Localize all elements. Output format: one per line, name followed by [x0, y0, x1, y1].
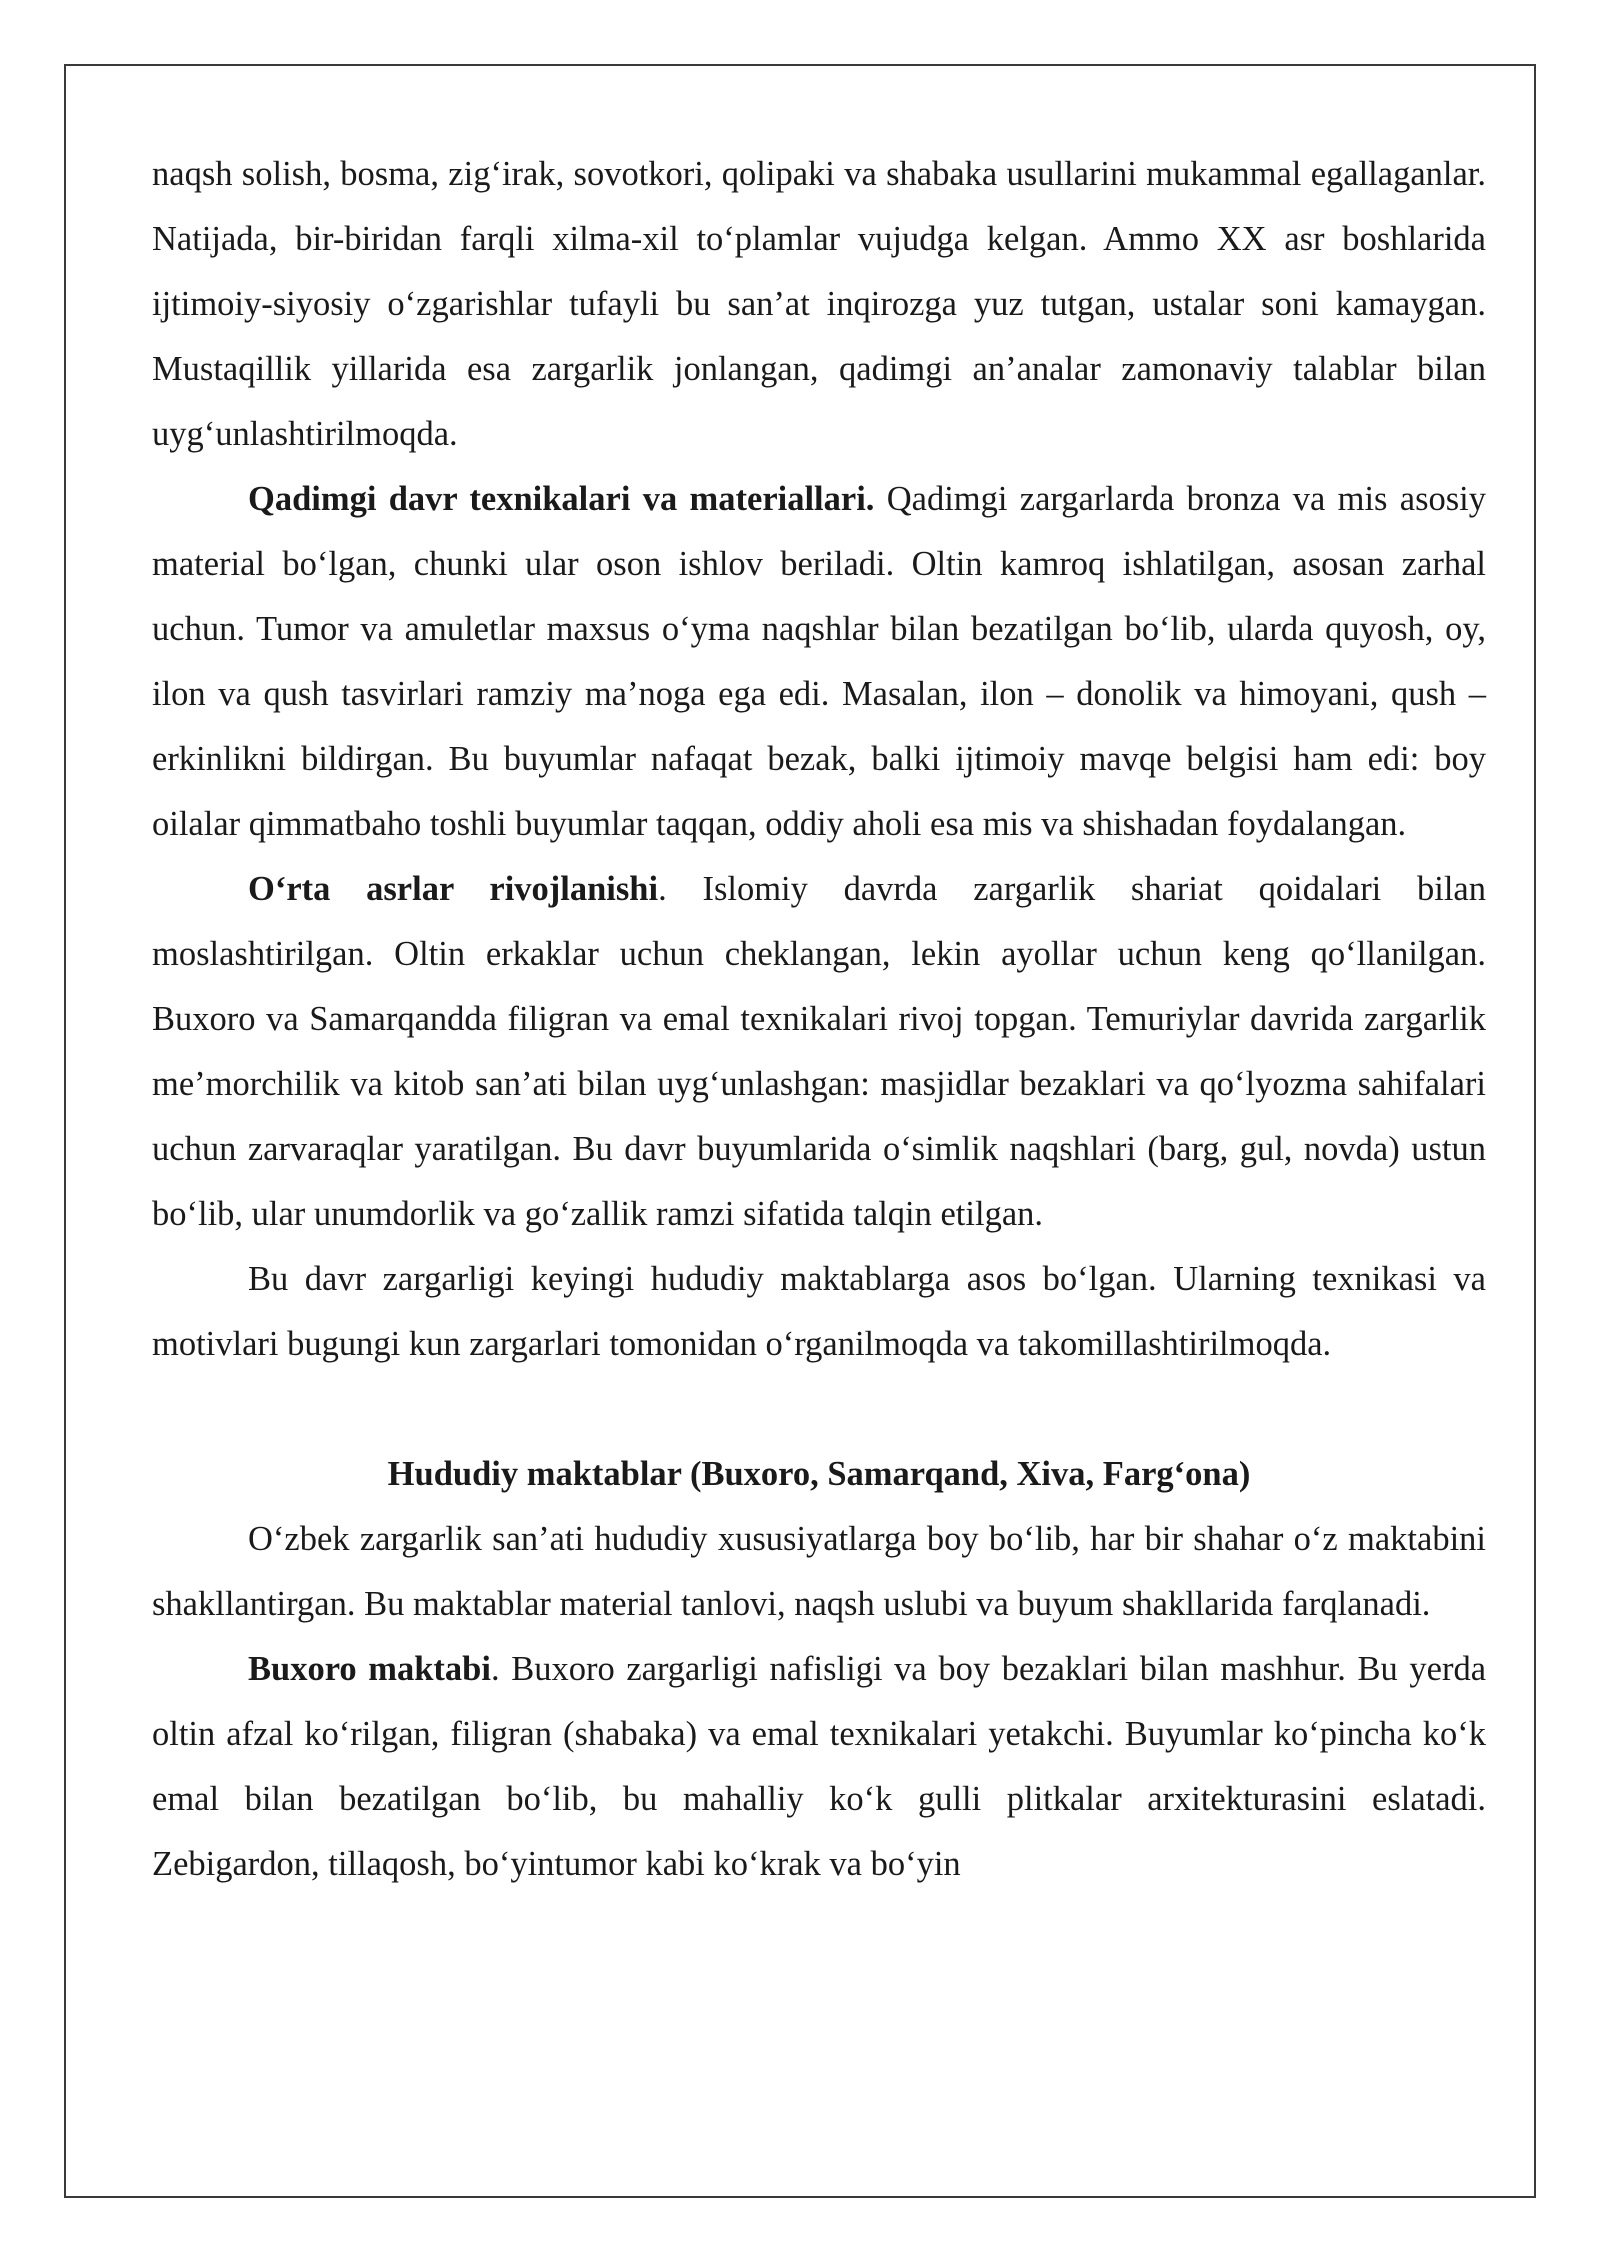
paragraph-text: Bu davr zargarligi keyingi hududiy maktablarga asos bo‘lgan. Ularning texnikasi va motivlari bugungi kun zargarlari tomonidan o‘rganilmoqda va takomillashtirilmoqda. — [152, 1260, 1486, 1363]
page-body — [152, 142, 1486, 1897]
paragraph-ancient-techniques — [152, 467, 1486, 857]
paragraph-lead-heading: Qadimgi davr texnikalari va materiallari. — [248, 480, 875, 518]
paragraph-text: naqsh solish, bosma, zig‘irak, sovotkori, qolipaki va shabaka usullarini mukammal egallaganlar. Natijada, bir-biridan farqli xilma-xil to‘plamlar vujudga kelgan. Ammo XX asr boshlarida ijtimoiy-siyosiy o‘zgarishlar tufayli bu san’at inqirozga yuz tutgan, ustalar soni kamaygan. Mustaqillik yillarida esa zargarlik jonlangan, qadimgi an’analar zamonaviy talablar bilan uyg‘unlashtirilmoqda. — [152, 155, 1486, 453]
paragraph-section-intro — [152, 1507, 1486, 1637]
paragraph-legacy — [152, 1247, 1486, 1377]
paragraph-text: . Islomiy davrda zargarlik shariat qoidalari bilan moslashtirilgan. Oltin erkaklar uchun cheklangan, lekin ayollar uchun keng qo‘llanilgan. Buxoro va Samarqandda filigran va emal texnikalari rivoj topgan. Temuriylar davrida zargarlik me’morchilik va kitob san’ati bilan uyg‘unlashgan: masjidlar bezaklari va qo‘lyozma sahifalari uchun zarvaraqlar yaratilgan. Bu davr buyumlarida o‘simlik naqshlari (barg, gul, novda) ustun bo‘lib, ular unumdorlik va go‘zallik ramzi sifatida talqin etilgan. — [152, 870, 1486, 1233]
paragraph-text: Qadimgi zargarlarda bronza va mis asosiy material bo‘lgan, chunki ular oson ishlov beriladi. Oltin kamroq ishlatilgan, asosan zarhal uchun. Tumor va amuletlar maxsus o‘yma naqshlar bilan bezatilgan bo‘lib, ularda quyosh, oy, ilon va qush tasvirlari ramziy ma’noga ega edi. Masalan, ilon – donolik va himoyani, qush – erkinlikni bildirgan. Bu buyumlar nafaqat bezak, balki ijtimoiy mavqe belgisi ham edi: boy oilalar qimmatbaho toshli buyumlar taqqan, oddiy aholi esa mis va shishadan foydalangan. — [152, 480, 1487, 843]
paragraph-lead-heading: Buxoro maktabi — [248, 1650, 491, 1688]
paragraph-middle-ages — [152, 857, 1486, 1247]
paragraph-text: O‘zbek zargarlik san’ati hududiy xususiyatlarga boy bo‘lib, har bir shahar o‘z maktabini shakllantirgan. Bu maktablar material tanlovi, naqsh uslubi va buyum shakllarida farqlanadi. — [152, 1520, 1486, 1623]
paragraph-text: . Buxoro zargarligi nafisligi va boy bezaklari bilan mashhur. Bu yerda oltin afzal ko‘rilgan, filigran (shabaka) va emal texnikalari yetakchi. Buyumlar ko‘pincha ko‘k emal bilan bezatilgan bo‘lib, bu mahalliy ko‘k gulli plitkalar arxitekturasini eslatadi. Zebigardon, tillaqosh, bo‘yintumor kabi ko‘krak va bo‘yin — [152, 1650, 1487, 1883]
paragraph-lead-heading: O‘rta asrlar rivojlanishi — [248, 870, 659, 908]
paragraph-bukhara-school — [152, 1637, 1486, 1897]
paragraph-continuation — [152, 142, 1486, 467]
section-heading: Hududiy maktablar (Buxoro, Samarqand, Xiva, Farg‘ona) — [387, 1455, 1251, 1493]
section-spacer — [152, 1377, 1486, 1442]
